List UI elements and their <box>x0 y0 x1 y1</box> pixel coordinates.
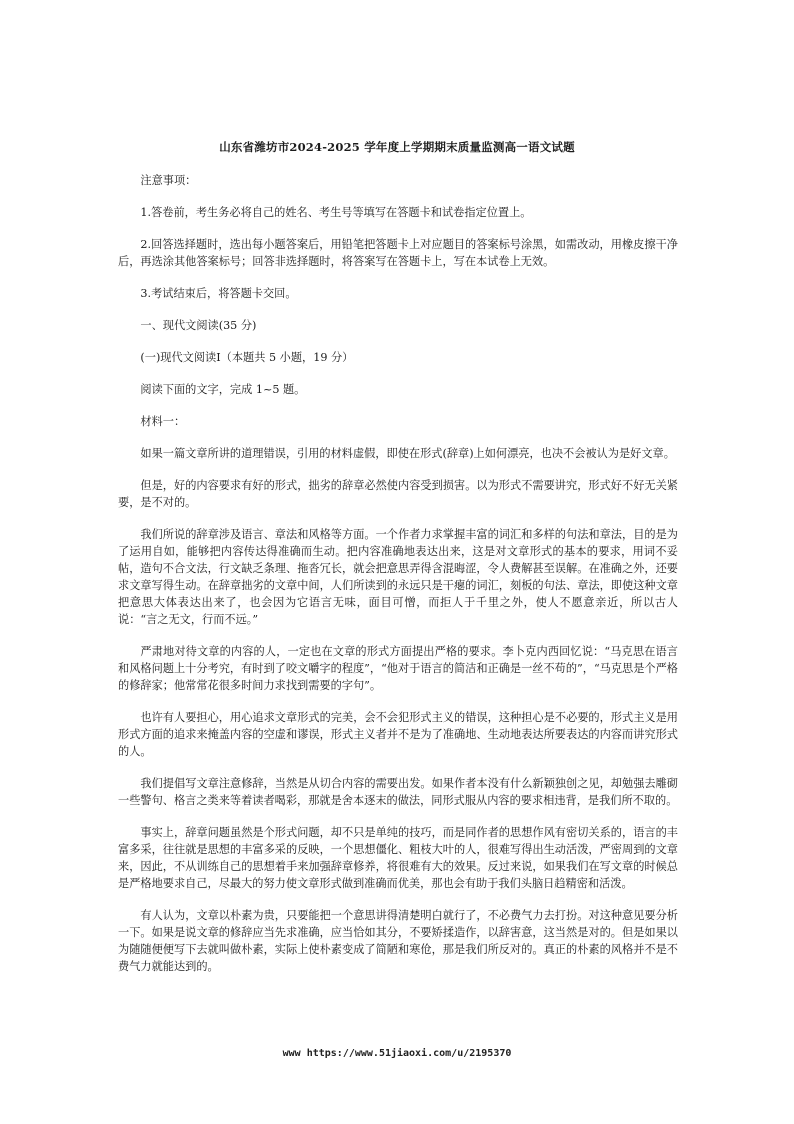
paragraph: 严肃地对待文章的内容的人，一定也在文章的形式方面提出严格的要求。李卜克内西回忆说：“马克思在语言和风格问题上十分考究，有时到了咬文嚼字的程度”，“他对于语言的简洁和正确是一丝不苟的”，“马克思是个严格的修辞家；他常常花很多时间力求找到需要的字句”。 <box>118 645 678 692</box>
section-heading: 一、现代文阅读(35 分) <box>140 319 257 332</box>
page-title: 山东省潍坊市2024-2025 学年度上学期期末质量监测高一语文试题 <box>219 140 575 154</box>
paragraph: 事实上，辞章问题虽然是个形式问题，却不只是单纯的技巧，而是同作者的思想作风有密切关系的，语言的丰富多采，往往就是思想的丰富多采的反映，一个思想僵化、粗枝大叶的人，很难写得出生动活泼，严密周到的文章来，因此，不从训练自己的思想着手来加强辞章修养，将很难有大的效果。反过来说，如果我们在写文章的时候总是严格地要求自己，尽最大的努力使文章形式做到准确而优美，那也会有助于我们头脑日趋精密和活泼。 <box>118 826 678 890</box>
notice-item: 1.答卷前，考生务必将自己的姓名、考生号等填写在答题卡和试卷指定位置上。 <box>140 206 532 219</box>
paragraph: 我们提倡写文章注意修辞，当然是从切合内容的需要出发。如果作者本没有什么新颖独创之见，却勉强去雕砌一些警句、格言之类来等着读者喝彩，那就是舍本逐末的做法，同形式服从内容的要求相违背，是我们所不取的。 <box>118 777 678 807</box>
paragraph: 但是，好的内容要求有好的形式，拙劣的辞章必然使内容受到损害。以为形式不需要讲究，形式好不好无关紧要，是不对的。 <box>118 479 678 509</box>
paragraph: 也许有人要担心，用心追求文章形式的完美，会不会犯形式主义的错误，这种担心是不必要的，形式主义是用形式方面的追求来掩盖内容的空虚和谬误，形式主义者并不是为了准确地、生动地表达所要表达的内容而讲究形式的人。 <box>118 711 678 758</box>
paragraph: 我们所说的辞章涉及语言、章法和风格等方面。一个作者力求掌握丰富的词汇和多样的句法和章法，目的是为了运用自如，能够把内容传达得准确而生动。把内容准确地表达出来，这是对文章形式的基本的要求，用词不妥帖，造句不合文法，行文缺乏条理、拖沓冗长，就会把意思弄得含混晦涩，令人费解甚至误解。在准确之外，还要求文章写得生动。在辞章拙劣的文章中间，人们所读到的永远只是干瘪的词汇，刻板的句法、章法，即使这种文章把意思大体表达出来了，也会因为它语言无味，面目可憎，而拒人于千里之外，使人不愿意亲近，所以古人说：“言之无文，行而不远。” <box>118 528 678 626</box>
footer-url: www https://www.51jiaoxi.com/u/2195370 <box>282 1048 512 1059</box>
material-label: 材料一： <box>140 415 186 428</box>
instruction: 阅读下面的文字，完成 1~5 题。 <box>140 383 306 396</box>
notice-item: 2.回答选择题时，选出每小题答案后，用铅笔把答题卡上对应题目的答案标号涂黑，如需改动，用橡皮擦干净后，再选涂其他答案标号；回答非选择题时，将答案写在答题卡上，写在本试卷上无效。 <box>118 238 678 268</box>
notice-heading: 注意事项： <box>140 174 197 187</box>
paragraph: 有人认为，文章以朴素为贵，只要能把一个意思讲得清楚明白就行了，不必费气力去打扮。对这种意见要分析一下。如果是说文章的修辞应当先求准确，应当恰如其分，不要矫揉造作，以辞害意，这当然是对的。但是如果以为随随便便写下去就叫做朴素，实际上使朴素变成了简陋和寒伧，那是我们所反对的。真正的朴素的风格并不是不费气力就能达到的。 <box>118 909 678 973</box>
paragraph: 如果一篇文章所讲的道理错误，引用的材料虚假，即使在形式(辞章)上如何漂亮，也决不会被认为是好文章。 <box>140 447 675 460</box>
document-body <box>118 172 678 990</box>
subsection-heading: (一)现代文阅读Ⅰ（本题共 5 小题，19 分） <box>140 351 354 364</box>
notice-item: 3.考试结束后，将答题卡交回。 <box>140 287 297 300</box>
